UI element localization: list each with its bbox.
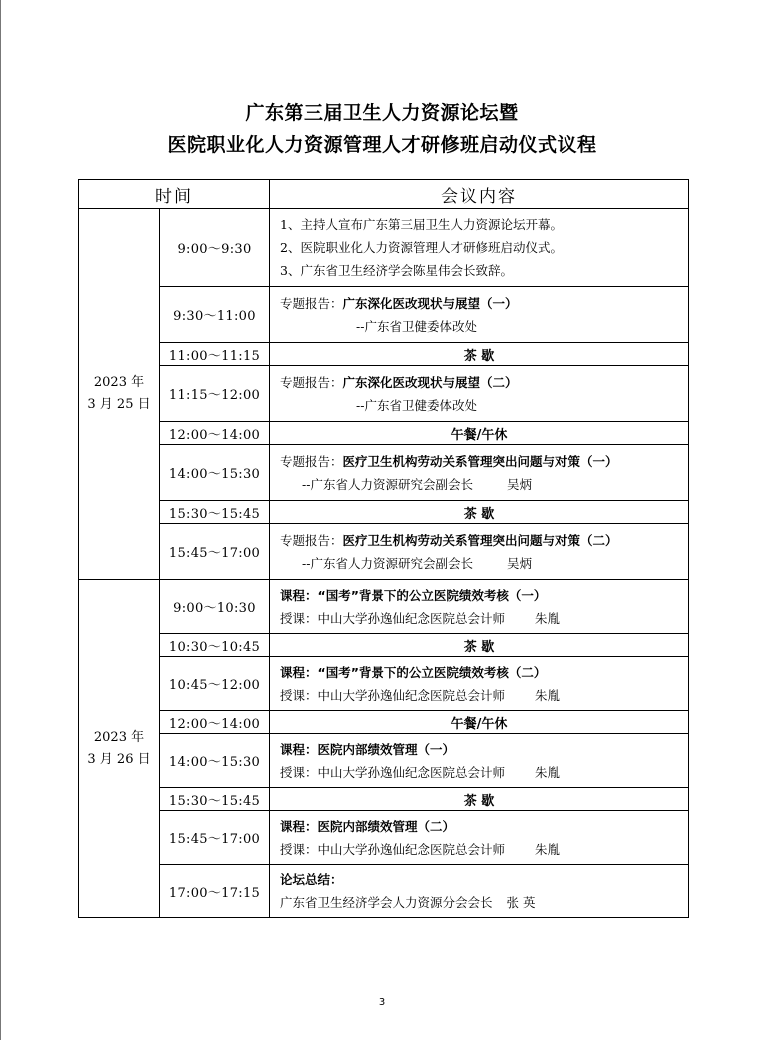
content-cell [270, 524, 689, 580]
content-line: 1、主持人宣布广东第三届卫生人力资源论坛开幕。 [280, 217, 563, 232]
time-cell: 9:30～11:00 [160, 287, 270, 343]
speaker-name: 吴炳 [506, 555, 532, 571]
course-title: 课程：“国考”背景下的公立医院绩效考核（二） [280, 664, 547, 680]
course-lecturer: 授课：中山大学孙逸仙纪念医院总会计师 [280, 841, 506, 857]
content-cell [270, 366, 689, 422]
date-cell-day2 [79, 580, 160, 918]
break-cell: 茶 歇 [270, 501, 689, 524]
time-cell: 11:15～12:00 [160, 366, 270, 422]
break-cell: 茶 歇 [270, 343, 689, 366]
content-cell [270, 209, 689, 287]
course-title: 论坛总结： [280, 872, 343, 887]
time-cell: 10:30～10:45 [160, 634, 270, 657]
time-cell: 9:00～10:30 [160, 580, 270, 634]
table-row [79, 445, 689, 501]
speaker-name: 吴炳 [506, 476, 532, 492]
topic-source: --广东省人力资源研究会副会长 [302, 476, 473, 492]
course-lecturer: 广东省卫生经济学会人力资源分会会长 [280, 895, 493, 910]
speaker-name: 朱胤 [535, 841, 561, 857]
time-cell: 15:30～15:45 [160, 501, 270, 524]
time-cell: 15:45～17:00 [160, 524, 270, 580]
speaker-name: 朱胤 [535, 610, 561, 626]
time-cell: 14:00～15:30 [160, 445, 270, 501]
table-row [79, 501, 689, 524]
date-day: 3 月 26 日 [87, 751, 151, 767]
date-day: 3 月 25 日 [87, 397, 151, 412]
topic-title: 医疗卫生机构劳动关系管理突出问题与对策（一） [342, 453, 618, 469]
agenda-table [78, 179, 689, 918]
course-title: 课程：医院内部绩效管理（一） [280, 741, 456, 757]
table-row [79, 524, 689, 580]
topic-source: --广东省人力资源研究会副会长 [302, 555, 473, 571]
content-cell [270, 657, 689, 711]
date-year: 2023 年 [93, 375, 145, 390]
page-number: 3 [378, 997, 386, 1008]
course-lecturer: 授课：中山大学孙逸仙纪念医院总会计师 [280, 687, 506, 703]
speaker-name: 朱胤 [535, 764, 561, 780]
topic-label: 专题报告： [280, 532, 343, 548]
content-cell [270, 734, 689, 788]
course-lecturer: 授课：中山大学孙逸仙纪念医院总会计师 [280, 610, 506, 626]
table-row [79, 865, 689, 918]
time-cell: 10:45～12:00 [160, 657, 270, 711]
break-cell: 茶 歇 [270, 634, 689, 657]
content-cell [270, 445, 689, 501]
topic-title: 广东深化医改现状与展望（一） [342, 295, 518, 311]
content-cell [270, 865, 689, 918]
time-cell: 12:00～14:00 [160, 422, 270, 445]
course-title: 课程：医院内部绩效管理（二） [280, 818, 456, 834]
header-content: 会议内容 [270, 180, 689, 209]
table-row [79, 811, 689, 865]
time-cell: 15:45～17:00 [160, 811, 270, 865]
table-row [79, 711, 689, 734]
page-title-line2: 医院职业化人力资源管理人才研修班启动仪式议程 [167, 134, 597, 156]
table-row [79, 580, 689, 634]
table-row [79, 343, 689, 366]
table-row [79, 366, 689, 422]
table-row [79, 634, 689, 657]
table-row [79, 209, 689, 287]
time-cell: 15:30～15:45 [160, 788, 270, 811]
speaker-name: 张 英 [506, 895, 536, 910]
content-cell [270, 580, 689, 634]
topic-source: --广东省卫健委体改处 [356, 318, 477, 334]
date-year: 2023 年 [93, 729, 145, 745]
page-title-line1: 广东第三届卫生人力资源论坛暨 [245, 102, 519, 124]
time-cell: 14:00～15:30 [160, 734, 270, 788]
topic-label: 专题报告： [280, 295, 343, 311]
header-row [79, 180, 689, 209]
break-cell: 茶 歇 [270, 788, 689, 811]
table-row [79, 657, 689, 711]
topic-source: --广东省卫健委体改处 [356, 397, 477, 413]
speaker-name: 朱胤 [535, 687, 561, 703]
time-cell: 17:00～17:15 [160, 865, 270, 918]
content-line: 2、医院职业化人力资源管理人才研修班启动仪式。 [280, 240, 563, 255]
break-cell: 午餐/午休 [270, 711, 689, 734]
time-cell: 11:00～11:15 [160, 343, 270, 366]
table-row [79, 422, 689, 445]
date-cell-day1 [79, 209, 160, 580]
course-title: 课程：“国考”背景下的公立医院绩效考核（一） [280, 587, 547, 603]
topic-title: 广东深化医改现状与展望（二） [342, 374, 518, 390]
table-row [79, 734, 689, 788]
table-row [79, 788, 689, 811]
break-cell: 午餐/午休 [270, 422, 689, 445]
content-cell [270, 287, 689, 343]
table-row [79, 287, 689, 343]
content-line: 3、广东省卫生经济学会陈星伟会长致辞。 [280, 263, 513, 278]
topic-title: 医疗卫生机构劳动关系管理突出问题与对策（二） [342, 532, 618, 548]
time-cell: 12:00～14:00 [160, 711, 270, 734]
topic-label: 专题报告： [280, 453, 343, 469]
content-cell [270, 811, 689, 865]
course-lecturer: 授课：中山大学孙逸仙纪念医院总会计师 [280, 764, 506, 780]
header-time: 时间 [79, 180, 270, 209]
topic-label: 专题报告： [280, 374, 343, 390]
time-cell: 9:00～9:30 [160, 209, 270, 287]
